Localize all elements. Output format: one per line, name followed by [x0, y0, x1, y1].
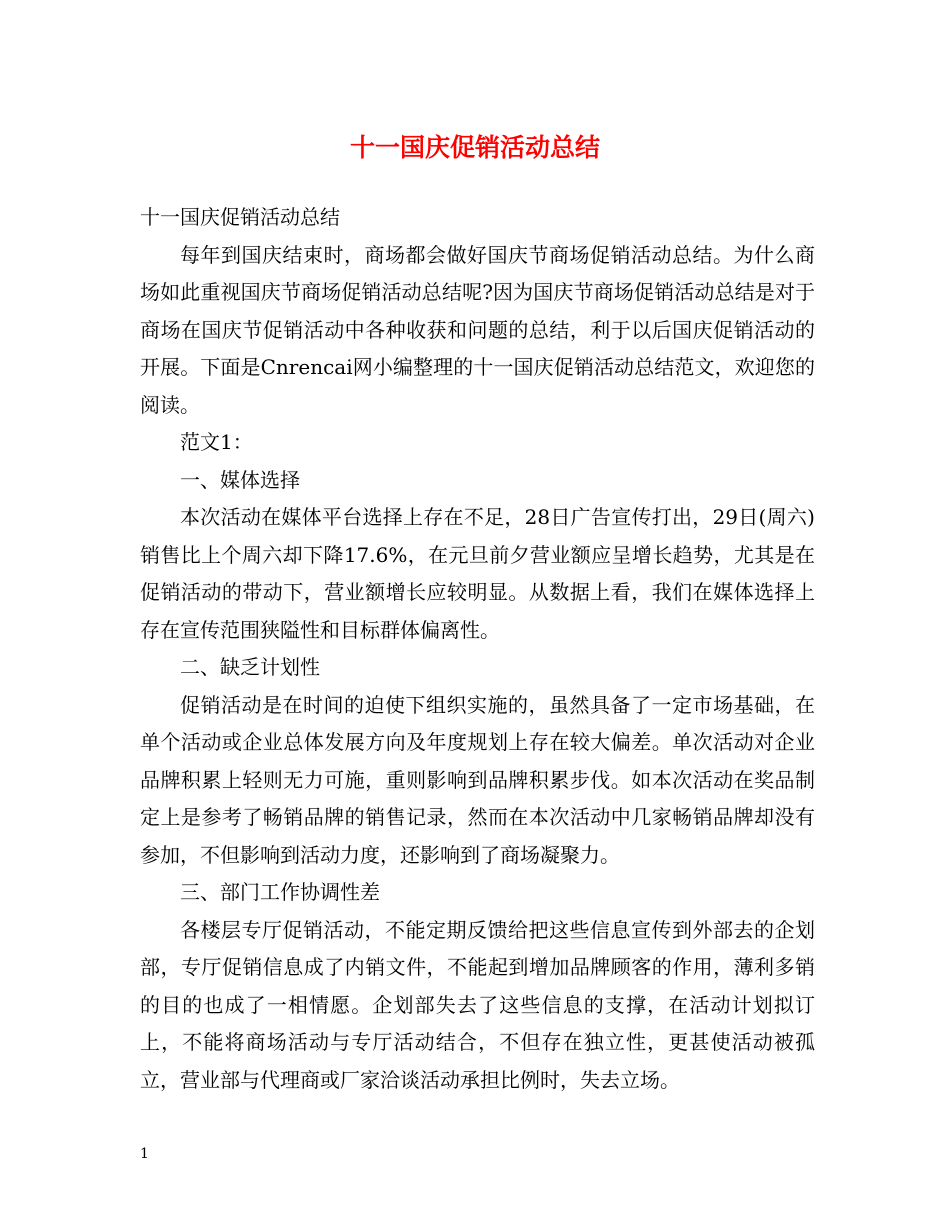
- sample-label: 范文1：: [180, 430, 253, 454]
- document-body: [140, 199, 815, 1099]
- subheading-planning: 二、缺乏计划性: [180, 655, 320, 679]
- paragraph-coordination: 各楼层专厅促销活动，不能定期反馈给把这些信息宣传到外部去的企划部，专厅促销信息成了内销文件，不能起到增加品牌顾客的作用，薄利多销的目的也成了一相情愿。企划部失去了这些信息的支撑，在活动计划拟订上，不能将商场活动与专厅活动结合，不但存在独立性，更甚使活动被孤立，营业部与代理商或厂家洽谈活动承担比例时，失去立场。: [140, 917, 815, 1092]
- page-number: 1: [140, 1146, 149, 1162]
- paragraph-planning: 促销活动是在时间的迫使下组织实施的，虽然具备了一定市场基础，在单个活动或企业总体发展方向及年度规划上存在较大偏差。单次活动对企业品牌积累上轻则无力可施，重则影响到品牌积累步伐。如本次活动在奖品制定上是参考了畅销品牌的销售记录，然而在本次活动中几家畅销品牌却没有参加，不但影响到活动力度，还影响到了商场凝聚力。: [140, 692, 815, 867]
- paragraph-media: 本次活动在媒体平台选择上存在不足，28日广告宣传打出，29日(周六)销售比上个周六却下降17.6%，在元旦前夕营业额应呈增长趋势，尤其是在促销活动的带动下，营业额增长应较明显。从数据上看，我们在媒体选择上存在宣传范围狭隘性和目标群体偏离性。: [140, 505, 815, 642]
- intro-paragraph: 每年到国庆结束时，商场都会做好国庆节商场促销活动总结。为什么商场如此重视国庆节商场促销活动总结呢?因为国庆节商场促销活动总结是对于商场在国庆节促销活动中各种收获和问题的总结，利于以后国庆促销活动的开展。下面是Cnrencai网小编整理的十一国庆促销活动总结范文，欢迎您的阅读。: [140, 242, 815, 417]
- document-title: 十一国庆促销活动总结: [349, 133, 600, 162]
- subheading-media: 一、媒体选择: [180, 467, 300, 492]
- subheading-coordination: 三、部门工作协调性差: [180, 880, 380, 904]
- section-heading: 十一国庆促销活动总结: [140, 205, 340, 229]
